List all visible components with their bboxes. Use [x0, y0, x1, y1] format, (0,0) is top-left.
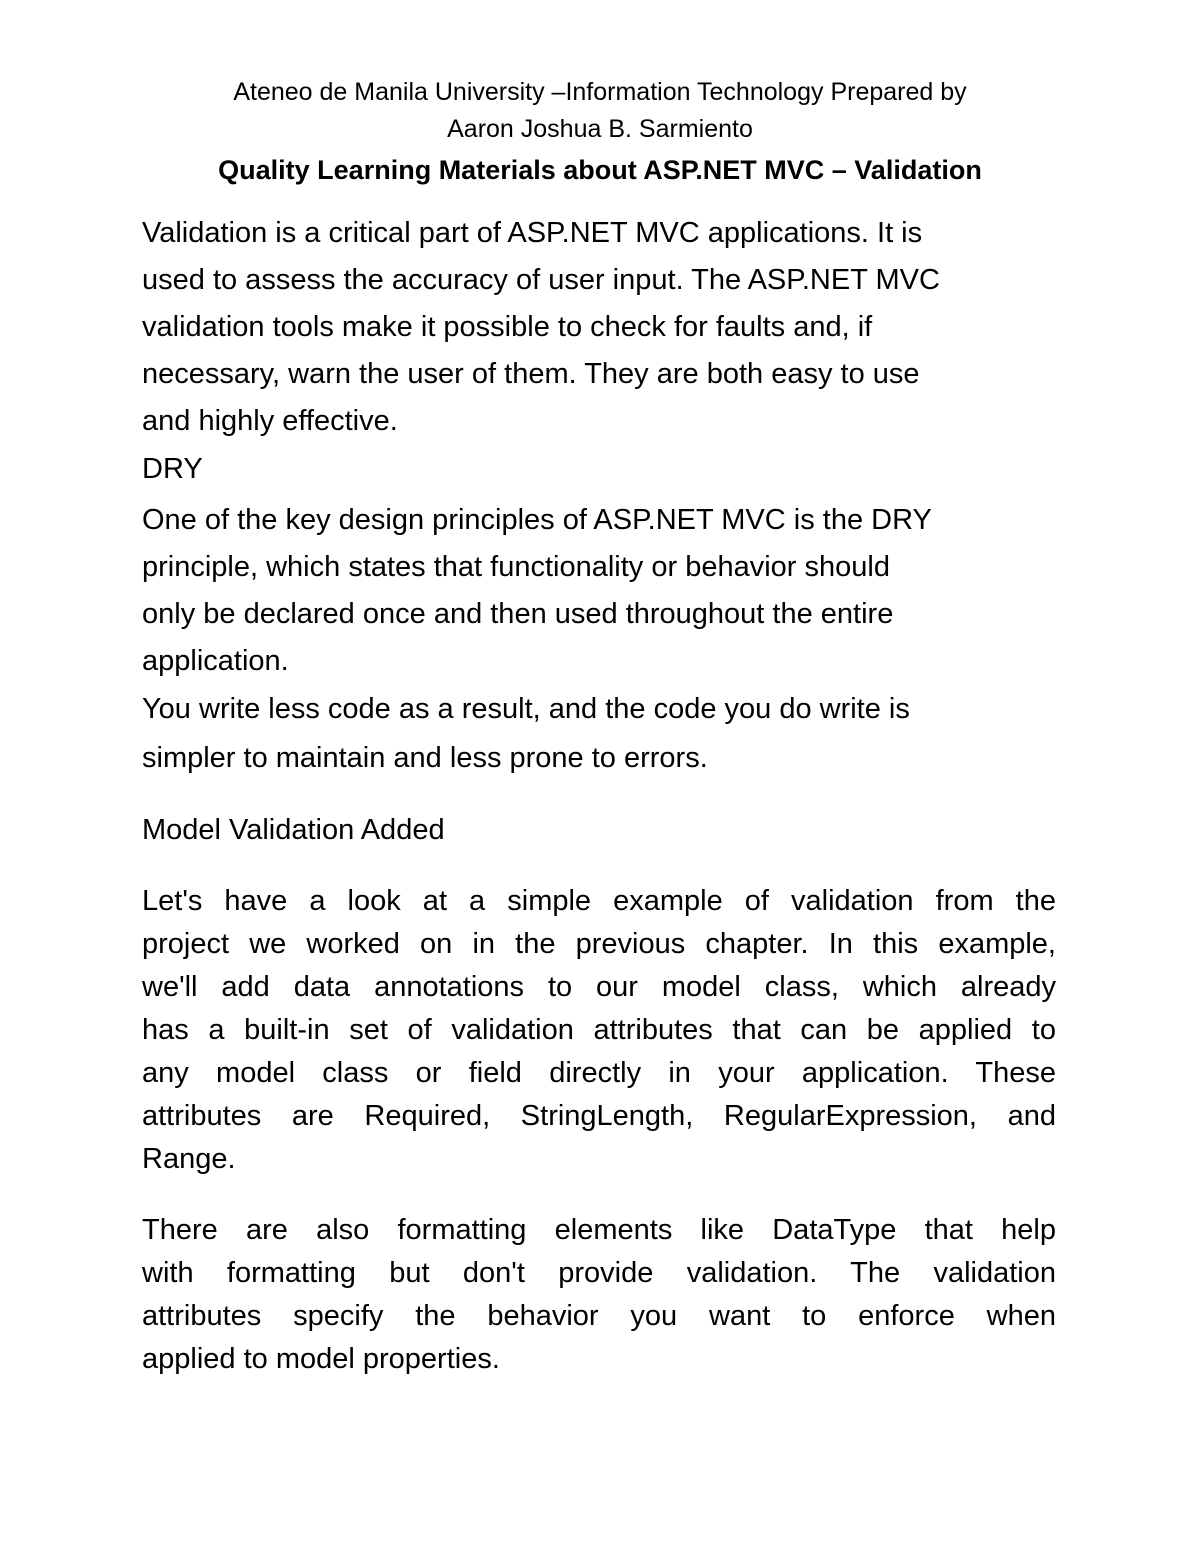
paragraph1-line: any model class or field directly in your application. These [142, 1057, 1056, 1089]
dry-line: One of the key design principles of ASP.NET MVC is the DRY [142, 504, 932, 536]
header-institution-line: Ateneo de Manila University –Information Technology Prepared by [233, 78, 967, 106]
header-author-line: Aaron Joshua B. Sarmiento [447, 115, 753, 143]
dry-line: application. [142, 645, 289, 677]
paragraph2-line: applied to model properties. [142, 1343, 500, 1375]
dry-line: only be declared once and then used throughout the entire [142, 598, 894, 630]
intro-line: used to assess the accuracy of user input. The ASP.NET MVC [142, 264, 940, 296]
paragraph2-line: with formatting but don't provide validation. The validation [142, 1257, 1056, 1289]
intro-line: Validation is a critical part of ASP.NET MVC applications. It is [142, 217, 923, 249]
paragraph1-line: Let's have a look at a simple example of validation from the [142, 885, 1056, 917]
intro-line: necessary, warn the user of them. They are both easy to use [142, 358, 920, 390]
paragraph2-line: There are also formatting elements like DataType that help [142, 1214, 1056, 1246]
dry-heading: DRY [142, 453, 203, 485]
dry-line: simpler to maintain and less prone to errors. [142, 742, 708, 774]
paragraph2-line: attributes specify the behavior you want to enforce when [142, 1300, 1056, 1332]
dry-line: You write less code as a result, and the code you do write is [142, 693, 910, 725]
dry-line: principle, which states that functionality or behavior should [142, 551, 890, 583]
intro-line: validation tools make it possible to check for faults and, if [142, 311, 873, 343]
paragraph1-line: has a built-in set of validation attributes that can be applied to [142, 1014, 1056, 1046]
paragraph1-line: we'll add data annotations to our model class, which already [142, 971, 1056, 1003]
model-validation-heading: Model Validation Added [142, 814, 445, 846]
paragraph1-line: project we worked on in the previous chapter. In this example, [142, 928, 1056, 960]
paragraph1-line: Range. [142, 1143, 236, 1175]
paragraph1-line: attributes are Required, StringLength, RegularExpression, and [142, 1100, 1056, 1132]
document-title: Quality Learning Materials about ASP.NET MVC – Validation [218, 155, 982, 185]
intro-line: and highly effective. [142, 405, 398, 437]
